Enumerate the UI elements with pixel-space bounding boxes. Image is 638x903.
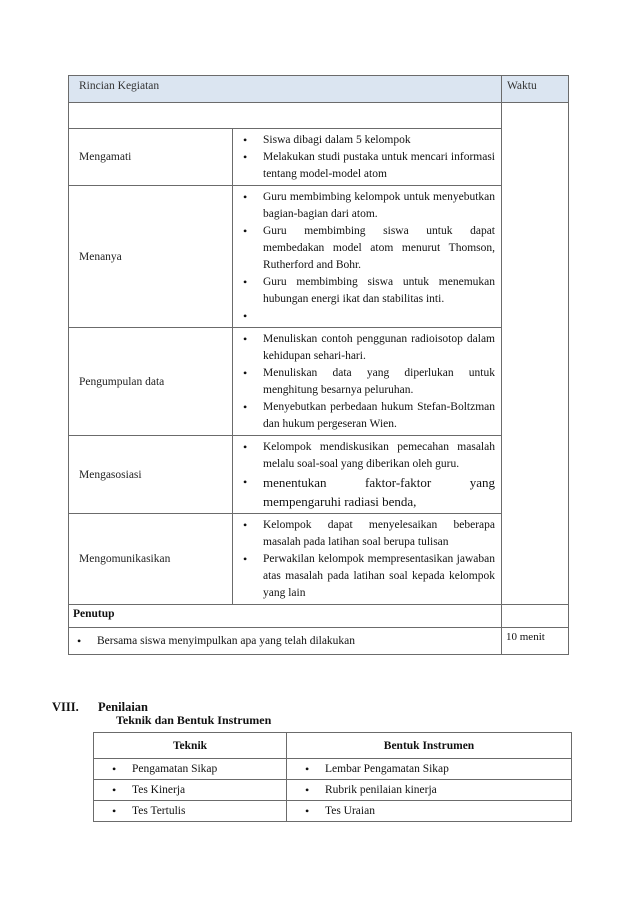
activity-header-cell — [69, 76, 502, 103]
instrument-table — [93, 732, 572, 822]
stage-name: Menanya — [69, 186, 233, 328]
stage-item: • Melakukan studi pustaka untuk mencari informasi tentang model-model atom — [241, 149, 495, 183]
technique-cell: • Pengamatan Sikap — [110, 761, 280, 778]
stage-row — [69, 129, 569, 186]
activity-table-header — [69, 76, 569, 103]
stage-item: • Kelompok mendiskusikan pemecahan masalah melalu soal-soal yang diberikan oleh guru. — [241, 439, 495, 473]
instrument-table-header — [94, 733, 572, 759]
instrument-cell: • Lembar Pengamatan Sikap — [303, 761, 565, 778]
stage-row — [69, 514, 569, 605]
stage-row — [69, 186, 569, 328]
stage-row — [69, 328, 569, 436]
stage-item: • Perwakilan kelompok mempresentasikan jawaban atas masalah pada latihan soal kepada kelompok yang lain — [241, 551, 495, 602]
stage-name: Mengasosiasi — [69, 436, 233, 514]
time-header-cell — [502, 76, 569, 103]
time-header-label: Waktu — [507, 80, 537, 92]
stage-item — [241, 308, 495, 325]
stage-item: • Menyebutkan perbedaan hukum Stefan-Boltzman dan hukum pergeseran Wien. — [241, 399, 495, 433]
stage-item: • menentukan faktor-faktor yang mempengaruhi radiasi benda, — [241, 473, 495, 511]
stage-item: • Menuliskan data yang diperlukan untuk menghitung besarnya peluruhan. — [241, 365, 495, 399]
stage-item: • Menuliskan contoh penggunan radioisotop dalam kehidupan sehari-hari. — [241, 331, 495, 365]
stage-row — [69, 436, 569, 514]
instrument-cell: • Tes Uraian — [303, 803, 565, 820]
closing-header-row — [69, 605, 569, 628]
blank-row — [69, 103, 569, 129]
section-subtitle: Teknik dan Bentuk Instrumen — [116, 713, 272, 727]
technique-cell: • Tes Kinerja — [110, 782, 280, 799]
instrument-header: Bentuk Instrumen — [287, 733, 572, 759]
stage-item: • Guru membimbing siswa untuk menemukan hubungan energi ikat dan stabilitas inti. — [241, 274, 495, 308]
table-row — [94, 801, 572, 822]
closing-row — [69, 628, 569, 655]
technique-header: Teknik — [94, 733, 287, 759]
stage-name: Pengumpulan data — [69, 328, 233, 436]
stage-item: • Guru membimbing kelompok untuk menyebutkan bagian-bagian dari atom. — [241, 189, 495, 223]
stage-name: Mengomunikasikan — [69, 514, 233, 605]
technique-cell: • Tes Tertulis — [110, 803, 280, 820]
table-row — [94, 780, 572, 801]
instrument-cell: • Rubrik penilaian kinerja — [303, 782, 565, 799]
closing-time: 10 menit — [506, 631, 545, 643]
stage-item: • Siswa dibagi dalam 5 kelompok — [241, 132, 495, 149]
table-row — [94, 759, 572, 780]
closing-title: Penutup — [73, 608, 115, 620]
stage-item: • Guru membimbing siswa untuk dapat membedakan model atom menurut Thomson, Rutherford and Bohr. — [241, 223, 495, 274]
section-number: VIII. — [52, 700, 79, 714]
activity-header-label: Rincian Kegiatan — [79, 80, 160, 92]
time-cell-core — [502, 103, 569, 605]
stage-name: Mengamati — [69, 129, 233, 186]
activity-table — [68, 75, 569, 655]
section-title: Penilaian — [98, 700, 149, 714]
stage-item: • Kelompok dapat menyelesaikan beberapa masalah pada latihan soal berupa tulisan — [241, 517, 495, 551]
closing-item: • Bersama siswa menyimpulkan apa yang telah dilakukan — [75, 633, 495, 650]
